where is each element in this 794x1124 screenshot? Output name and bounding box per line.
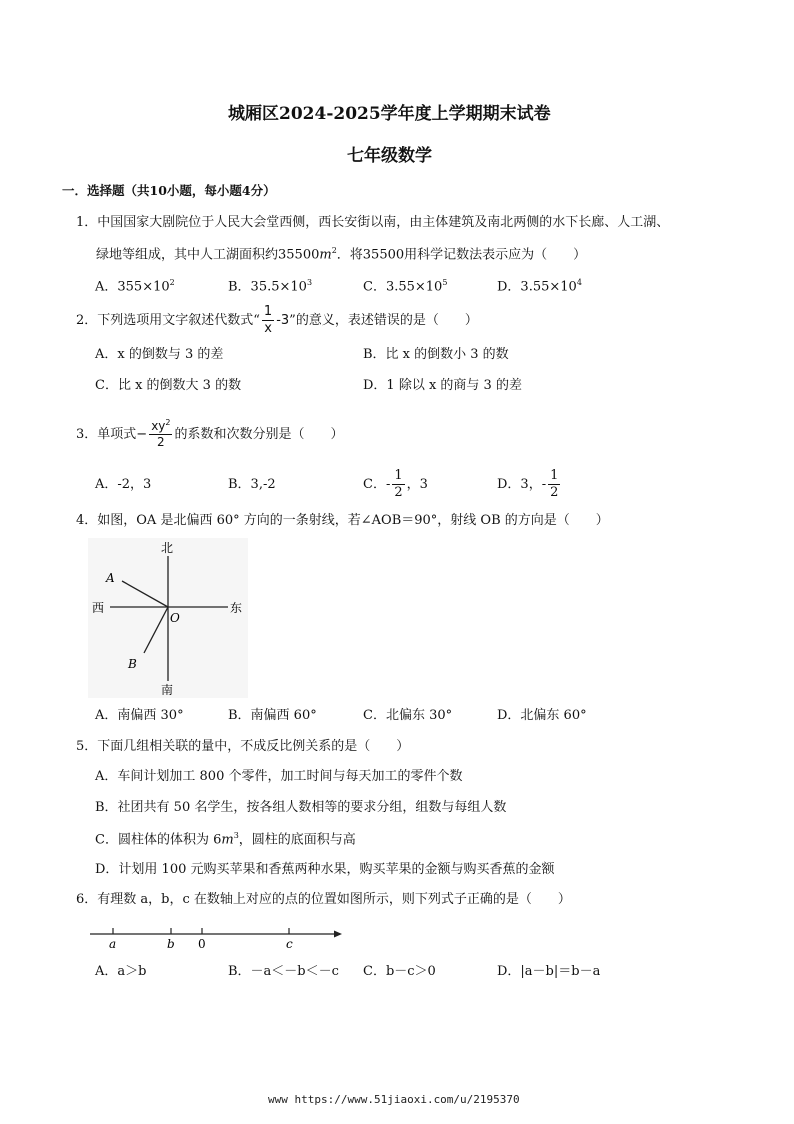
q3-option-a: A．-2，3 xyxy=(95,477,152,492)
q4-stem: 4．如图，OA 是北偏西 60° 方向的一条射线，若∠AOB＝90°，射线 OB 的方向是（ ） xyxy=(76,513,609,528)
q6-stem: 6．有理数 a，b，c 在数轴上对应的点的位置如图所示，则下列式子正确的是（ ） xyxy=(76,892,571,907)
q3-neg: − xyxy=(136,426,148,442)
label-a: A xyxy=(106,571,115,585)
label-o: O xyxy=(170,611,180,625)
q5-option-d: D．计划用 100 元购买苹果和香蕉两种水果，购买苹果的金额与购买香蕉的金额 xyxy=(95,862,555,877)
label-south: 南 xyxy=(161,683,174,697)
label-b: B xyxy=(128,657,137,671)
q3-option-d: D．3，- $\frac{1}{2}$ xyxy=(497,467,559,500)
q1-option-b: B．$35.5\times 10^3$ xyxy=(228,278,313,295)
section-heading: 一．选择题（共10小题，每小题4分） xyxy=(62,183,276,198)
q1-unit: m xyxy=(319,247,332,263)
q1-sup: 2 xyxy=(331,246,337,255)
q6-option-b: B．－a＜－b＜－c xyxy=(228,964,339,979)
q5-option-c: C．圆柱体的体积为 $6m^3$，圆柱的底面积与高 xyxy=(95,831,356,848)
q3-option-b: B．3,-2 xyxy=(228,477,276,492)
q6-number-line xyxy=(90,922,350,952)
page-title: 城厢区2024-2025学年度上学期期末试卷 xyxy=(228,104,551,124)
q1-text-a: 绿地等组成，其中人工湖面积约35500 xyxy=(96,247,320,263)
label-north: 北 xyxy=(161,541,174,555)
q3-text-b: 的系数和次数分别是（ ） xyxy=(174,426,344,442)
q4-option-b: B．南偏西 60° xyxy=(228,708,317,723)
q1-option-c: C．$3.55\times 10^5$ xyxy=(363,278,448,295)
q6-option-d: D．|a－b|＝b－a xyxy=(497,964,601,979)
q2-option-b: B．比 x 的倒数小 3 的数 xyxy=(363,347,509,362)
q1-option-d: D．$3.55\times 10^4$ xyxy=(497,278,582,295)
q4-option-d: D．北偏东 60° xyxy=(497,708,587,723)
q2-option-a: A．x 的倒数与 3 的差 xyxy=(95,347,224,362)
q4-compass-figure xyxy=(88,538,248,698)
label-a: a xyxy=(109,937,117,951)
q2-stem xyxy=(76,302,478,338)
footer-watermark: www https://www.51jiaoxi.com/u/2195370 xyxy=(268,1093,520,1106)
q5-option-b: B．社团共有 50 名学生，按各组人数相等的要求分组，组数与每组人数 xyxy=(95,800,507,815)
q2-minus3: -3 xyxy=(276,312,290,328)
axis-arrow xyxy=(334,931,342,938)
label-east: 东 xyxy=(230,601,243,615)
label-west: 西 xyxy=(92,601,105,615)
q5-stem: 5．下面几组相关联的量中，不成反比例关系的是（ ） xyxy=(76,739,410,754)
q6-option-a: A．a＞b xyxy=(95,964,147,979)
q2-text-a: 2．下列选项用文字叙述代数式“ xyxy=(76,312,260,328)
label-zero: 0 xyxy=(198,937,206,951)
label-b: b xyxy=(167,937,175,951)
q1-text-b: ．将35500用科学记数法表示应为（ ） xyxy=(336,247,587,263)
q5-option-a: A．车间计划加工 800 个零件，加工时间与每天加工的零件个数 xyxy=(95,769,463,784)
page-subtitle: 七年级数学 xyxy=(347,146,432,166)
q3-option-c: C．- $\frac{1}{2}$ ，3 xyxy=(363,467,428,500)
q6-option-c: C．b－c＞0 xyxy=(363,964,436,979)
q2-option-d: D．1 除以 x 的商与 3 的差 xyxy=(363,378,522,393)
q4-option-c: C．北偏东 30° xyxy=(363,708,453,723)
q2-fraction: $\frac{1}{x}$ xyxy=(263,303,273,336)
q2-option-c: C．比 x 的倒数大 3 的数 xyxy=(95,378,242,393)
q3-stem xyxy=(76,414,344,454)
q1-option-a: A．$355\times 10^2$ xyxy=(95,278,175,295)
q2-text-b: ”的意义，表述错误的是（ ） xyxy=(289,312,478,328)
label-c: c xyxy=(286,937,293,951)
q3-text-a: 3．单项式 xyxy=(76,426,137,442)
q1-stem-line2 xyxy=(96,247,586,261)
q3-fraction: $\frac{xy^2}{2}$ xyxy=(151,418,171,449)
q4-option-a: A．南偏西 30° xyxy=(95,708,184,723)
q1-stem-line1: 1．中国国家大剧院位于人民大会堂西侧，西长安街以南，由主体建筑及南北两侧的水下长廊、人工湖、 xyxy=(76,215,670,230)
